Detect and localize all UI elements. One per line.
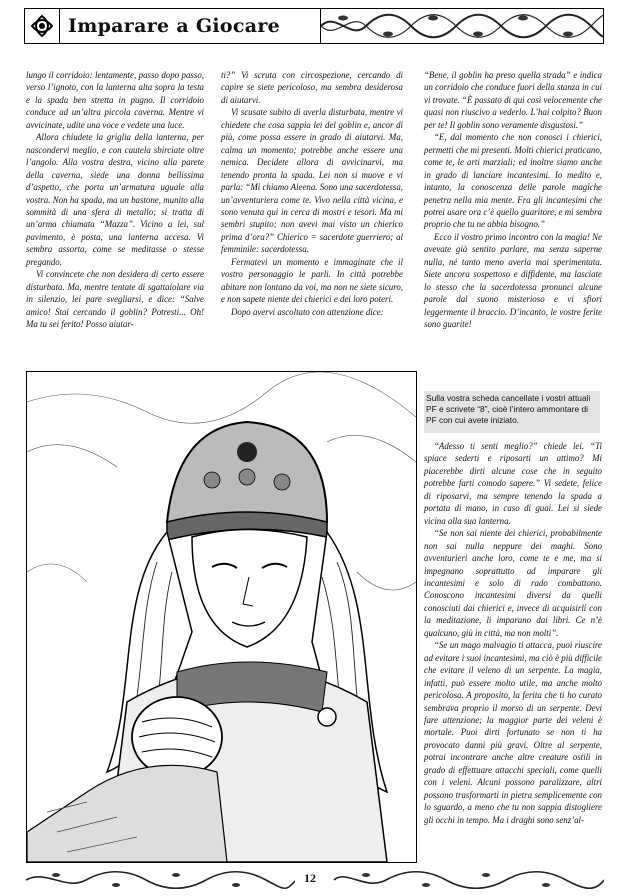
paragraph: Vi scusate subito di averla disturbata, mentre vi chiedete che cosa sappia lei del goblin e, ancor di più, come possa essere in grado di aiutarvi. Ma, calma un momento; potrebbe anche essere una nemica. Decidete allora di avvicinarvi, ma tenendo pronta la spada. Lei non si muove e vi parla: “Mi chiamo Aleena. Sono una sacerdotessa, un’avventuriera come te. Vivo nella città vicina, e sono venuta qui in cerca di mostri e tesori. Ma mi sembri stupito; non avevi mai visto un chierico prima d’ora?” Chierico = sacerdote guerriero; al femminile: sacerdotessa. (221, 107, 403, 255)
text-column-1 (26, 69, 204, 331)
vine-ornament (321, 9, 603, 43)
paragraph: Allora chiudete la griglia della lanterna, per nascondervi meglio, e con cautela sbirciate oltre l’angolo. Alla vostra destra, vicino alla parete della caverna, siede una donna bellissima d’aspetto, che porta un’armatura uguale alla vostra. Non ha spada, ma un bastone, munito alla sommità di una sfera di metallo; si tratta di un’arma chiamata “Mazza”. Vicino a lei, sul pavimento, è posta, una lanterna accesa. Vi sembra assorta, come se meditasse o stesse pregando. (26, 132, 204, 267)
text-column-2 (221, 69, 403, 318)
paragraph: ti?” Vi scruta con circospezione, cercando di capire se siete pericoloso, ma sembra desiderosa di aiutarvi. (221, 70, 403, 105)
paragraph: Vi convincete che non desidera di certo essere disturbata. Ma, mentre tentate di sgattaiolare via in silenzio, lei pare svegliarsi, e dice: “Salve amico! Stai cercando il goblin? Potresti... Oh! Ma tu sei ferito! Posso aiutar- (26, 269, 204, 330)
rules-note-box: Sulla vostra scheda cancellate i vostri attuali PF e scrivete “8”, cioè l’intero ammontare di PF con cui avete iniziato. (424, 391, 600, 433)
text-column-3-continued (424, 440, 602, 826)
paragraph: lungo il corridoio: lentamente, passo dopo passo, verso l’ignoto, con la lanterna alta sopra la testa e la spada ben stretta in pugno. Il corridoio conduce ad un’altra piccola caverna. Mentre vi avvicinate, udite una voce e vedete una luce. (26, 70, 204, 130)
celtic-knot-icon (25, 9, 60, 43)
paragraph: Ecco il vostro primo incontro con la magia! Ne avevate già sentito parlare, ma senza saperne nulla, né tanto meno averla mai sperimentata. Siete ancora sospettoso e diffidente, ma lasciate lo stesso che la sacerdotessa pronunci alcune parole dal suono misterioso e vi sfiori leggermente il braccio. D’incanto, le vostre ferite sono guarite! (424, 231, 602, 330)
page-header (24, 8, 604, 44)
paragraph: Fermatevi un momento e immaginate che il vostro personaggio le parli. In città potrebbe abitare non lontano da voi, ma non ne siete sicuro, e non sapete niente dei chierici e dei loro poteri. (221, 256, 403, 305)
paragraph: “Se un mago malvagio ti attacca, puoi riuscire ad evitare i suoi incantesimi, ma ciò è più difficile che evitare il veleno di un serpente. La magia, infatti, può essere molto utile, ma anche molto pericolosa. A proposito, la ferita che ti ho curato sembrava proprio il morso di un serpente. Devi fare attenzione; la maggior parte dei veleni è mortale. Puoi dirti fortunato se non ti ha provocato danni più gravi. Oltre al serpente, potrai incontrare anche altre creature ostili in grado di effettuare attacchi speciali, come quelli con i veleni. Alcuni possono paralizzare, altri possono trasformarti in pietra semplicemente con lo sguardo, a meno che tu non sappia distogliere gli occhi in tempo. Ma i draghi sono senz’al- (424, 640, 602, 825)
page-number: 12 (295, 871, 325, 886)
paragraph: “Se non sai niente dei chierici, probabilmente non sai nulla neppure dei maghi. Sono avventurieri anche loro, come te e me, ma si impegnano soprattutto ad imparare gli incantesimi e solo di rado combattono. Conoscono incantesimi diversi da quelli conosciuti dai chierici e, invece di acquisirli con la meditazione, li imparano dai libri. Ce n’è qualcuno, giù in città, ma non molti”. (424, 528, 602, 638)
paragraph: “Adesso ti senti meglio?” chiede lei. “Ti spiace sederti e riposarti un attimo? Mi piacerebbe dirti alcune cose che in seguito potrebbe farti comodo sapere.” Vi sedete, felice di riposarvi, ma sempre tenendo la spada a portata di mano, in caso di guai. Lei si siede vicina alla sua lanterna. (424, 441, 602, 526)
paragraph: “Bene, il goblin ha preso quella strada” e indica un corridoio che conduce fuori della stanza in cui vi trovate. “È passato di qui così velocemente che quasi non riuscivo a vederlo. L’hai colpito? Buon per te! Il goblin sono veramente disgustosi.” (424, 70, 602, 130)
paragraph: Dopo avervi ascoltato con attenzione dice: (231, 306, 384, 317)
text-column-3 (424, 69, 602, 331)
paragraph: “E, dal momento che non conosci i chierici, permetti che mi presenti. Molti chierici praticano, come te, le arti marziali; ed inoltre siamo anche in grado di lanciare incantesimi. Io medito e, intanto, la conoscenza delle parole magiche penetra nella mia mente. Fra gli incantesimi che potrei usare ora c’è quello guaritore, e mi sembra proprio che tu ne abbia bisogno.” (424, 132, 602, 230)
page-title: Imparare a Giocare (60, 9, 321, 43)
cleric-illustration (26, 371, 417, 863)
